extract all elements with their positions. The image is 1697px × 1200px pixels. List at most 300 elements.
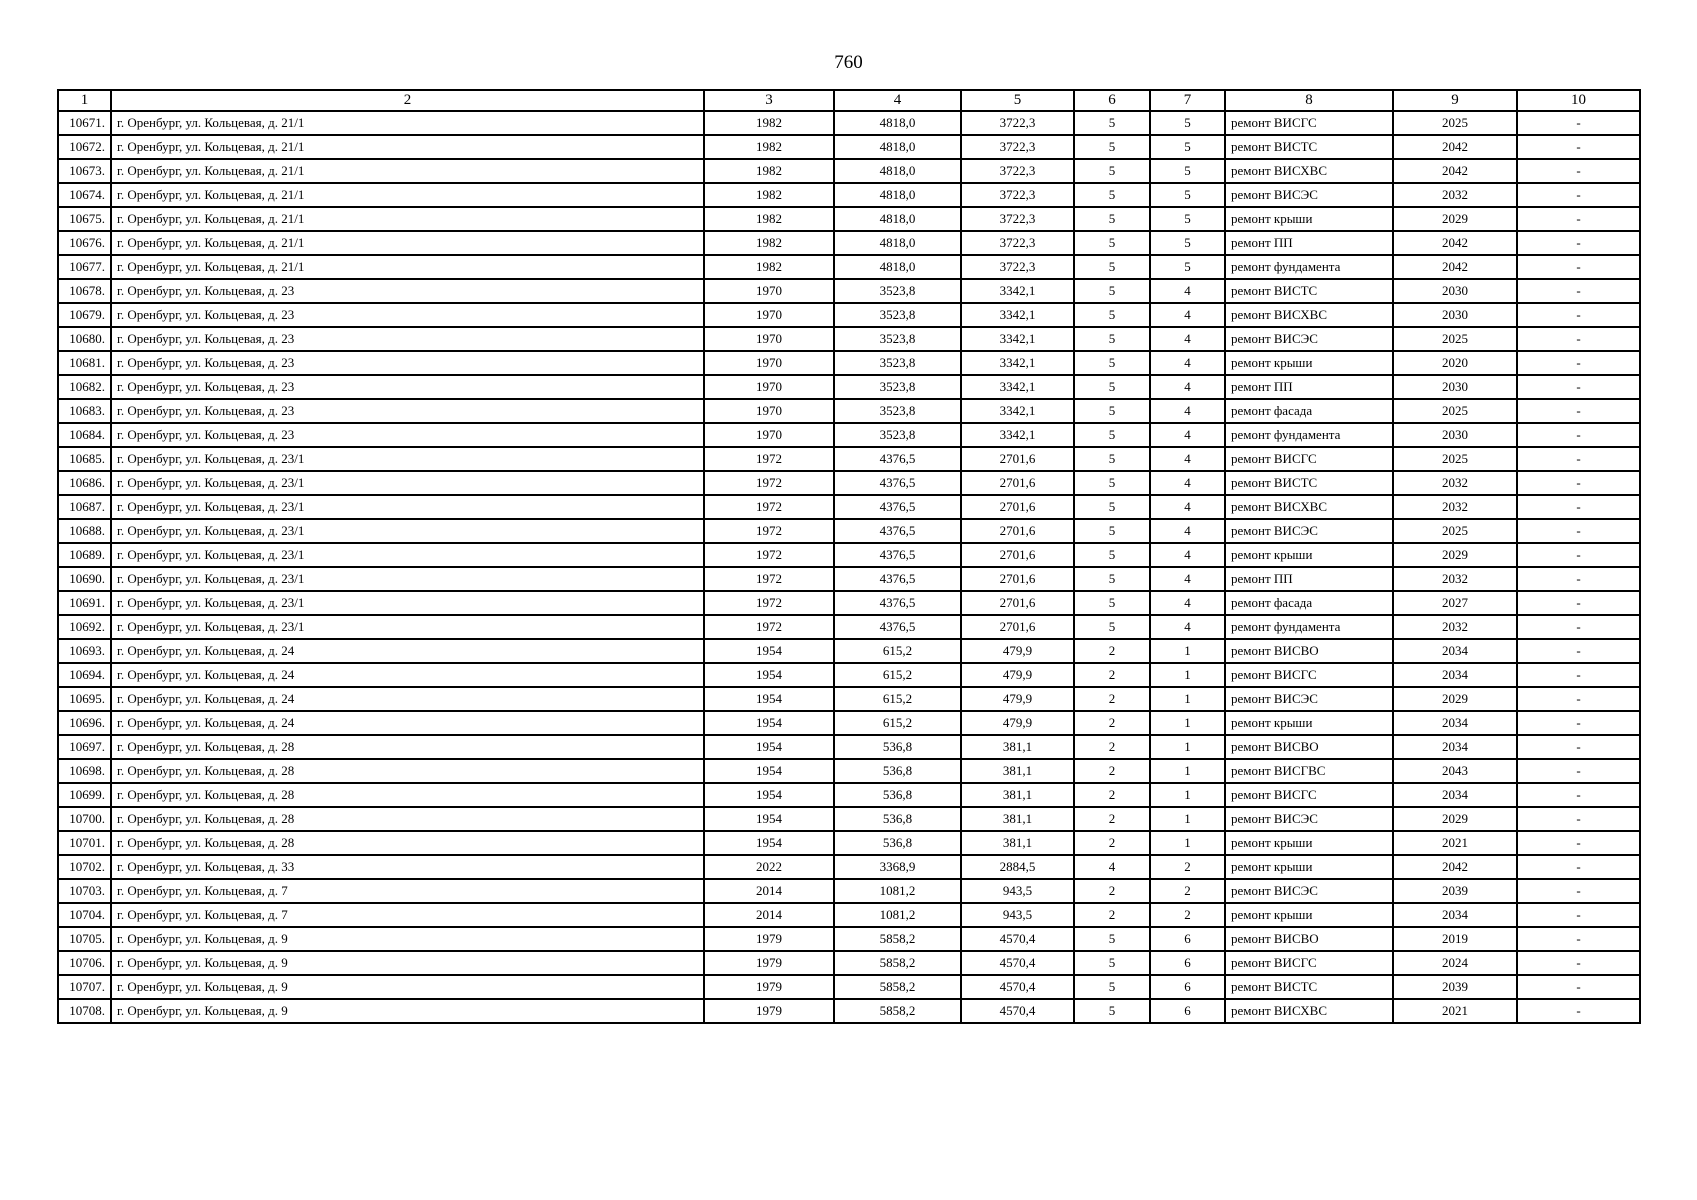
planned-year-cell: 2029 (1393, 807, 1517, 831)
living-area-cell: 2701,6 (961, 471, 1074, 495)
total-area-cell: 4818,0 (834, 159, 961, 183)
address-cell: г. Оренбург, ул. Кольцевая, д. 9 (111, 927, 704, 951)
floors-cell: 5 (1074, 495, 1150, 519)
note-cell: - (1517, 135, 1640, 159)
total-area-cell: 4376,5 (834, 471, 961, 495)
table-row (58, 471, 1640, 495)
row-number: 10693. (58, 639, 111, 663)
build-year-cell: 1970 (704, 423, 834, 447)
planned-year-cell: 2034 (1393, 903, 1517, 927)
living-area-cell: 381,1 (961, 807, 1074, 831)
planned-year-cell: 2034 (1393, 735, 1517, 759)
total-area-cell: 3523,8 (834, 303, 961, 327)
row-number: 10706. (58, 951, 111, 975)
note-cell: - (1517, 159, 1640, 183)
planned-year-cell: 2042 (1393, 135, 1517, 159)
note-cell: - (1517, 903, 1640, 927)
living-area-cell: 3342,1 (961, 327, 1074, 351)
table-row (58, 375, 1640, 399)
address-cell: г. Оренбург, ул. Кольцевая, д. 21/1 (111, 135, 704, 159)
table-row (58, 903, 1640, 927)
planned-year-cell: 2030 (1393, 279, 1517, 303)
table-row (58, 183, 1640, 207)
address-cell: г. Оренбург, ул. Кольцевая, д. 24 (111, 687, 704, 711)
living-area-cell: 3722,3 (961, 111, 1074, 135)
table-row (58, 303, 1640, 327)
build-year-cell: 2014 (704, 879, 834, 903)
address-cell: г. Оренбург, ул. Кольцевая, д. 23 (111, 279, 704, 303)
planned-year-cell: 2027 (1393, 591, 1517, 615)
build-year-cell: 1982 (704, 183, 834, 207)
column-header-4: 4 (834, 90, 961, 111)
note-cell: - (1517, 207, 1640, 231)
column-header-5: 5 (961, 90, 1074, 111)
table-row (58, 639, 1640, 663)
repair-type-cell: ремонт ВИСХВС (1225, 303, 1393, 327)
total-area-cell: 4376,5 (834, 567, 961, 591)
build-year-cell: 1954 (704, 687, 834, 711)
floors-cell: 5 (1074, 207, 1150, 231)
column-header-1: 1 (58, 90, 111, 111)
planned-year-cell: 2021 (1393, 999, 1517, 1023)
note-cell: - (1517, 831, 1640, 855)
repair-type-cell: ремонт ВИСВО (1225, 927, 1393, 951)
entrances-cell: 2 (1150, 903, 1225, 927)
planned-year-cell: 2042 (1393, 159, 1517, 183)
note-cell: - (1517, 735, 1640, 759)
build-year-cell: 2014 (704, 903, 834, 927)
floors-cell: 2 (1074, 759, 1150, 783)
row-number: 10674. (58, 183, 111, 207)
table-row (58, 951, 1640, 975)
entrances-cell: 5 (1150, 207, 1225, 231)
row-number: 10690. (58, 567, 111, 591)
entrances-cell: 1 (1150, 759, 1225, 783)
build-year-cell: 1970 (704, 279, 834, 303)
repair-type-cell: ремонт фасада (1225, 399, 1393, 423)
repair-type-cell: ремонт крыши (1225, 543, 1393, 567)
repair-registry-table (57, 89, 1641, 1024)
floors-cell: 5 (1074, 423, 1150, 447)
table-row (58, 783, 1640, 807)
repair-type-cell: ремонт ВИСВО (1225, 735, 1393, 759)
entrances-cell: 5 (1150, 183, 1225, 207)
entrances-cell: 5 (1150, 135, 1225, 159)
address-cell: г. Оренбург, ул. Кольцевая, д. 9 (111, 975, 704, 999)
floors-cell: 2 (1074, 783, 1150, 807)
address-cell: г. Оренбург, ул. Кольцевая, д. 23/1 (111, 447, 704, 471)
living-area-cell: 2884,5 (961, 855, 1074, 879)
column-header-9: 9 (1393, 90, 1517, 111)
row-number: 10699. (58, 783, 111, 807)
column-header-8: 8 (1225, 90, 1393, 111)
build-year-cell: 1970 (704, 327, 834, 351)
row-number: 10692. (58, 615, 111, 639)
total-area-cell: 5858,2 (834, 951, 961, 975)
total-area-cell: 5858,2 (834, 975, 961, 999)
note-cell: - (1517, 519, 1640, 543)
address-cell: г. Оренбург, ул. Кольцевая, д. 21/1 (111, 207, 704, 231)
repair-type-cell: ремонт ПП (1225, 567, 1393, 591)
table-row (58, 231, 1640, 255)
row-number: 10681. (58, 351, 111, 375)
living-area-cell: 3342,1 (961, 423, 1074, 447)
address-cell: г. Оренбург, ул. Кольцевая, д. 21/1 (111, 111, 704, 135)
repair-type-cell: ремонт ВИСВО (1225, 639, 1393, 663)
floors-cell: 2 (1074, 879, 1150, 903)
planned-year-cell: 2025 (1393, 327, 1517, 351)
repair-type-cell: ремонт ВИСЭС (1225, 519, 1393, 543)
living-area-cell: 4570,4 (961, 999, 1074, 1023)
entrances-cell: 5 (1150, 159, 1225, 183)
planned-year-cell: 2025 (1393, 447, 1517, 471)
total-area-cell: 536,8 (834, 759, 961, 783)
total-area-cell: 3523,8 (834, 351, 961, 375)
row-number: 10686. (58, 471, 111, 495)
living-area-cell: 479,9 (961, 687, 1074, 711)
total-area-cell: 4376,5 (834, 615, 961, 639)
table-row (58, 207, 1640, 231)
floors-cell: 2 (1074, 807, 1150, 831)
living-area-cell: 3722,3 (961, 255, 1074, 279)
address-cell: г. Оренбург, ул. Кольцевая, д. 23/1 (111, 591, 704, 615)
entrances-cell: 1 (1150, 831, 1225, 855)
entrances-cell: 1 (1150, 735, 1225, 759)
note-cell: - (1517, 783, 1640, 807)
planned-year-cell: 2030 (1393, 303, 1517, 327)
total-area-cell: 536,8 (834, 735, 961, 759)
address-cell: г. Оренбург, ул. Кольцевая, д. 9 (111, 951, 704, 975)
repair-type-cell: ремонт крыши (1225, 351, 1393, 375)
floors-cell: 5 (1074, 351, 1150, 375)
total-area-cell: 536,8 (834, 783, 961, 807)
address-cell: г. Оренбург, ул. Кольцевая, д. 7 (111, 879, 704, 903)
note-cell: - (1517, 255, 1640, 279)
build-year-cell: 1972 (704, 567, 834, 591)
floors-cell: 5 (1074, 951, 1150, 975)
build-year-cell: 1970 (704, 351, 834, 375)
living-area-cell: 3722,3 (961, 231, 1074, 255)
table-row (58, 399, 1640, 423)
repair-type-cell: ремонт ПП (1225, 231, 1393, 255)
total-area-cell: 3523,8 (834, 327, 961, 351)
living-area-cell: 3342,1 (961, 399, 1074, 423)
planned-year-cell: 2042 (1393, 855, 1517, 879)
total-area-cell: 4376,5 (834, 519, 961, 543)
repair-type-cell: ремонт ВИСТС (1225, 135, 1393, 159)
table-body (58, 111, 1640, 1023)
repair-type-cell: ремонт ВИСЭС (1225, 327, 1393, 351)
build-year-cell: 1982 (704, 111, 834, 135)
address-cell: г. Оренбург, ул. Кольцевая, д. 23 (111, 327, 704, 351)
table-row (58, 999, 1640, 1023)
table-row (58, 543, 1640, 567)
address-cell: г. Оренбург, ул. Кольцевая, д. 28 (111, 783, 704, 807)
row-number: 10695. (58, 687, 111, 711)
note-cell: - (1517, 183, 1640, 207)
table-row (58, 711, 1640, 735)
floors-cell: 2 (1074, 663, 1150, 687)
address-cell: г. Оренбург, ул. Кольцевая, д. 28 (111, 831, 704, 855)
address-cell: г. Оренбург, ул. Кольцевая, д. 23 (111, 423, 704, 447)
note-cell: - (1517, 327, 1640, 351)
repair-type-cell: ремонт крыши (1225, 903, 1393, 927)
build-year-cell: 1979 (704, 975, 834, 999)
floors-cell: 5 (1074, 399, 1150, 423)
build-year-cell: 1970 (704, 399, 834, 423)
note-cell: - (1517, 879, 1640, 903)
address-cell: г. Оренбург, ул. Кольцевая, д. 24 (111, 663, 704, 687)
living-area-cell: 4570,4 (961, 927, 1074, 951)
living-area-cell: 2701,6 (961, 519, 1074, 543)
floors-cell: 5 (1074, 975, 1150, 999)
row-number: 10687. (58, 495, 111, 519)
planned-year-cell: 2034 (1393, 663, 1517, 687)
table-row (58, 975, 1640, 999)
row-number: 10675. (58, 207, 111, 231)
table-row (58, 615, 1640, 639)
build-year-cell: 1954 (704, 711, 834, 735)
total-area-cell: 4376,5 (834, 447, 961, 471)
table-row (58, 663, 1640, 687)
build-year-cell: 1972 (704, 471, 834, 495)
row-number: 10694. (58, 663, 111, 687)
note-cell: - (1517, 303, 1640, 327)
planned-year-cell: 2029 (1393, 687, 1517, 711)
table-row (58, 855, 1640, 879)
table-row (58, 255, 1640, 279)
build-year-cell: 1972 (704, 447, 834, 471)
entrances-cell: 1 (1150, 783, 1225, 807)
row-number: 10672. (58, 135, 111, 159)
address-cell: г. Оренбург, ул. Кольцевая, д. 23 (111, 375, 704, 399)
row-number: 10704. (58, 903, 111, 927)
floors-cell: 2 (1074, 711, 1150, 735)
planned-year-cell: 2029 (1393, 207, 1517, 231)
repair-type-cell: ремонт ВИСХВС (1225, 159, 1393, 183)
note-cell: - (1517, 639, 1640, 663)
column-header-7: 7 (1150, 90, 1225, 111)
floors-cell: 5 (1074, 927, 1150, 951)
column-header-3: 3 (704, 90, 834, 111)
address-cell: г. Оренбург, ул. Кольцевая, д. 28 (111, 807, 704, 831)
planned-year-cell: 2025 (1393, 111, 1517, 135)
note-cell: - (1517, 279, 1640, 303)
entrances-cell: 2 (1150, 879, 1225, 903)
table-row (58, 423, 1640, 447)
living-area-cell: 2701,6 (961, 615, 1074, 639)
repair-type-cell: ремонт ВИСТС (1225, 471, 1393, 495)
build-year-cell: 1954 (704, 807, 834, 831)
entrances-cell: 4 (1150, 303, 1225, 327)
living-area-cell: 2701,6 (961, 591, 1074, 615)
note-cell: - (1517, 399, 1640, 423)
planned-year-cell: 2032 (1393, 567, 1517, 591)
total-area-cell: 3368,9 (834, 855, 961, 879)
row-number: 10685. (58, 447, 111, 471)
total-area-cell: 1081,2 (834, 903, 961, 927)
floors-cell: 5 (1074, 591, 1150, 615)
planned-year-cell: 2034 (1393, 783, 1517, 807)
floors-cell: 5 (1074, 543, 1150, 567)
note-cell: - (1517, 231, 1640, 255)
planned-year-cell: 2042 (1393, 231, 1517, 255)
build-year-cell: 1982 (704, 255, 834, 279)
total-area-cell: 615,2 (834, 639, 961, 663)
repair-type-cell: ремонт фасада (1225, 591, 1393, 615)
living-area-cell: 3342,1 (961, 351, 1074, 375)
row-number: 10673. (58, 159, 111, 183)
living-area-cell: 943,5 (961, 879, 1074, 903)
entrances-cell: 1 (1150, 663, 1225, 687)
header-row (58, 90, 1640, 111)
repair-type-cell: ремонт ВИСЭС (1225, 807, 1393, 831)
entrances-cell: 5 (1150, 255, 1225, 279)
total-area-cell: 536,8 (834, 807, 961, 831)
planned-year-cell: 2039 (1393, 975, 1517, 999)
repair-type-cell: ремонт фундамента (1225, 615, 1393, 639)
address-cell: г. Оренбург, ул. Кольцевая, д. 23/1 (111, 567, 704, 591)
build-year-cell: 1979 (704, 927, 834, 951)
planned-year-cell: 2039 (1393, 879, 1517, 903)
repair-type-cell: ремонт ВИСТС (1225, 975, 1393, 999)
build-year-cell: 1954 (704, 759, 834, 783)
address-cell: г. Оренбург, ул. Кольцевая, д. 21/1 (111, 231, 704, 255)
entrances-cell: 2 (1150, 855, 1225, 879)
living-area-cell: 4570,4 (961, 951, 1074, 975)
total-area-cell: 4818,0 (834, 111, 961, 135)
floors-cell: 5 (1074, 231, 1150, 255)
repair-type-cell: ремонт ВИСГС (1225, 663, 1393, 687)
total-area-cell: 4376,5 (834, 543, 961, 567)
address-cell: г. Оренбург, ул. Кольцевая, д. 7 (111, 903, 704, 927)
total-area-cell: 615,2 (834, 663, 961, 687)
total-area-cell: 4818,0 (834, 183, 961, 207)
repair-type-cell: ремонт ВИСГС (1225, 111, 1393, 135)
row-number: 10680. (58, 327, 111, 351)
row-number: 10676. (58, 231, 111, 255)
page-number: 760 (834, 52, 863, 73)
build-year-cell: 1982 (704, 135, 834, 159)
entrances-cell: 1 (1150, 687, 1225, 711)
floors-cell: 2 (1074, 639, 1150, 663)
row-number: 10679. (58, 303, 111, 327)
planned-year-cell: 2021 (1393, 831, 1517, 855)
repair-type-cell: ремонт крыши (1225, 831, 1393, 855)
note-cell: - (1517, 711, 1640, 735)
repair-type-cell: ремонт ВИСЭС (1225, 183, 1393, 207)
build-year-cell: 1970 (704, 303, 834, 327)
entrances-cell: 4 (1150, 279, 1225, 303)
row-number: 10700. (58, 807, 111, 831)
floors-cell: 5 (1074, 999, 1150, 1023)
build-year-cell: 1972 (704, 591, 834, 615)
repair-type-cell: ремонт ВИСГС (1225, 783, 1393, 807)
repair-type-cell: ремонт ВИСЭС (1225, 879, 1393, 903)
entrances-cell: 4 (1150, 495, 1225, 519)
living-area-cell: 479,9 (961, 639, 1074, 663)
row-number: 10677. (58, 255, 111, 279)
floors-cell: 5 (1074, 519, 1150, 543)
floors-cell: 5 (1074, 375, 1150, 399)
address-cell: г. Оренбург, ул. Кольцевая, д. 21/1 (111, 183, 704, 207)
total-area-cell: 4376,5 (834, 591, 961, 615)
table-row (58, 807, 1640, 831)
repair-type-cell: ремонт ВИСГС (1225, 447, 1393, 471)
build-year-cell: 1979 (704, 999, 834, 1023)
repair-type-cell: ремонт фундамента (1225, 255, 1393, 279)
build-year-cell: 1972 (704, 519, 834, 543)
column-header-6: 6 (1074, 90, 1150, 111)
row-number: 10707. (58, 975, 111, 999)
note-cell: - (1517, 999, 1640, 1023)
planned-year-cell: 2032 (1393, 615, 1517, 639)
build-year-cell: 1982 (704, 207, 834, 231)
entrances-cell: 6 (1150, 999, 1225, 1023)
total-area-cell: 4818,0 (834, 231, 961, 255)
note-cell: - (1517, 471, 1640, 495)
build-year-cell: 1954 (704, 831, 834, 855)
planned-year-cell: 2025 (1393, 399, 1517, 423)
build-year-cell: 1970 (704, 375, 834, 399)
repair-type-cell: ремонт ВИСГВС (1225, 759, 1393, 783)
living-area-cell: 381,1 (961, 759, 1074, 783)
living-area-cell: 2701,6 (961, 543, 1074, 567)
total-area-cell: 3523,8 (834, 279, 961, 303)
row-number: 10696. (58, 711, 111, 735)
column-header-2: 2 (111, 90, 704, 111)
build-year-cell: 1954 (704, 663, 834, 687)
repair-type-cell: ремонт ВИСГС (1225, 951, 1393, 975)
entrances-cell: 1 (1150, 639, 1225, 663)
repair-type-cell: ремонт фундамента (1225, 423, 1393, 447)
row-number: 10703. (58, 879, 111, 903)
table-row (58, 495, 1640, 519)
total-area-cell: 3523,8 (834, 399, 961, 423)
planned-year-cell: 2030 (1393, 375, 1517, 399)
living-area-cell: 3722,3 (961, 207, 1074, 231)
living-area-cell: 943,5 (961, 903, 1074, 927)
total-area-cell: 3523,8 (834, 423, 961, 447)
total-area-cell: 536,8 (834, 831, 961, 855)
note-cell: - (1517, 591, 1640, 615)
floors-cell: 5 (1074, 159, 1150, 183)
entrances-cell: 4 (1150, 471, 1225, 495)
repair-type-cell: ремонт ПП (1225, 375, 1393, 399)
living-area-cell: 3342,1 (961, 279, 1074, 303)
note-cell: - (1517, 447, 1640, 471)
floors-cell: 5 (1074, 135, 1150, 159)
address-cell: г. Оренбург, ул. Кольцевая, д. 28 (111, 735, 704, 759)
address-cell: г. Оренбург, ул. Кольцевая, д. 23 (111, 303, 704, 327)
entrances-cell: 4 (1150, 615, 1225, 639)
build-year-cell: 1954 (704, 735, 834, 759)
address-cell: г. Оренбург, ул. Кольцевая, д. 23/1 (111, 495, 704, 519)
note-cell: - (1517, 111, 1640, 135)
note-cell: - (1517, 351, 1640, 375)
build-year-cell: 1972 (704, 615, 834, 639)
planned-year-cell: 2029 (1393, 543, 1517, 567)
entrances-cell: 4 (1150, 591, 1225, 615)
build-year-cell: 1982 (704, 159, 834, 183)
note-cell: - (1517, 975, 1640, 999)
address-cell: г. Оренбург, ул. Кольцевая, д. 21/1 (111, 255, 704, 279)
floors-cell: 4 (1074, 855, 1150, 879)
floors-cell: 2 (1074, 735, 1150, 759)
address-cell: г. Оренбург, ул. Кольцевая, д. 23/1 (111, 519, 704, 543)
build-year-cell: 1954 (704, 639, 834, 663)
total-area-cell: 4376,5 (834, 495, 961, 519)
